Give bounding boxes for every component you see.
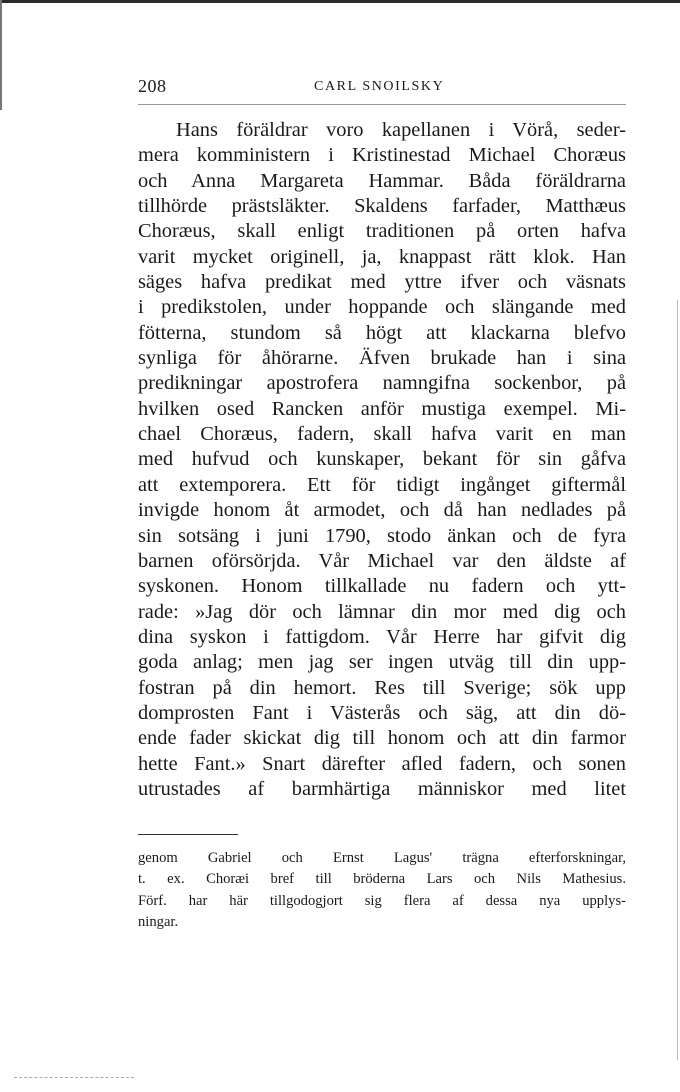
body-line: goda anlag; men jag ser ingen utväg till din upp- [138,651,626,674]
bottom-edge-marks [14,1077,134,1080]
header-rule [138,104,626,105]
body-line: synliga för åhörarne. Äfven brukade han i sina [138,347,626,370]
body-line: fostran på din hemort. Res till Sverige; sök upp [138,676,626,699]
running-head [138,76,626,100]
body-line: varit mycket originell, ja, knappast rätt klok. Han [138,245,626,268]
page-right-edge [677,300,678,1060]
body-text [138,118,626,802]
body-line: mera komministern i Kristinestad Michael Choræus [138,144,626,167]
body-line: dina syskon i fattigdom. Vår Herre har gifvit dig [138,625,626,648]
body-line: hette Fant.» Snart därefter afled fadern, och sonen [138,752,626,775]
footnote [138,848,626,933]
body-line: Choræus, skall enligt traditionen på orten hafva [138,220,626,243]
footnote-rule [138,834,238,835]
body-line: ende fader skickat dig till honom och att din farmor [138,727,626,750]
body-line: domprosten Fant i Västerås och säg, att din dö- [138,701,626,724]
body-line: och Anna Margareta Hammar. Båda föräldrarna [138,169,626,192]
body-line: barnen oförsörjda. Vår Michael var den äldste af [138,549,626,572]
body-line: fötterna, stundom så högt att klackarna blefvo [138,321,626,344]
body-line: utrustades af barmhärtiga människor med litet [138,777,626,800]
page-top-edge [0,0,680,3]
body-line: Hans föräldrar voro kapellanen i Vörå, seder- [176,119,626,141]
footnote-line: genom Gabriel och Ernst Lagus' trägna efterforskningar, [138,850,626,866]
body-line: med hufvud och kunskaper, bekant för sin gåfva [138,448,626,471]
running-title: CARL SNOILSKY [314,79,445,94]
body-line: syskonen. Honom tillkallade nu fadern och ytt- [138,575,626,598]
body-line: tillhörde prästsläkter. Skaldens farfader, Matthæus [138,195,626,218]
footnote-line: ningar. [138,913,179,930]
body-line: i predikstolen, under hoppande och slängande med [138,296,626,319]
body-line: chael Choræus, fadern, skall hafva varit en man [138,423,626,446]
body-line: att extemporera. Ett för tidigt ingånget giftermål [138,473,626,496]
body-line: säges hafva predikat med yttre ifver och väsnats [138,271,626,294]
body-line: invigde honom åt armodet, och då han nedlades på [138,499,626,522]
footnote-line: Förf. har här tillgodogjort sig flera af dessa nya upplys- [138,892,626,909]
body-line: sin sotsäng i juni 1790, stodo änkan och de fyra [138,524,626,547]
page-number: 208 [138,76,167,96]
footnote-line: t. ex. Choræi bref till bröderna Lars och Nils Mathesius. [138,871,626,888]
page-left-edge [0,0,2,110]
body-line: predikningar apostrofera namngifna sockenbor, på [138,372,626,395]
body-line: rade: »Jag dör och lämnar din mor med dig och [138,600,626,623]
body-line: hvilken osed Rancken anför mustiga exempel. Mi- [138,397,626,420]
